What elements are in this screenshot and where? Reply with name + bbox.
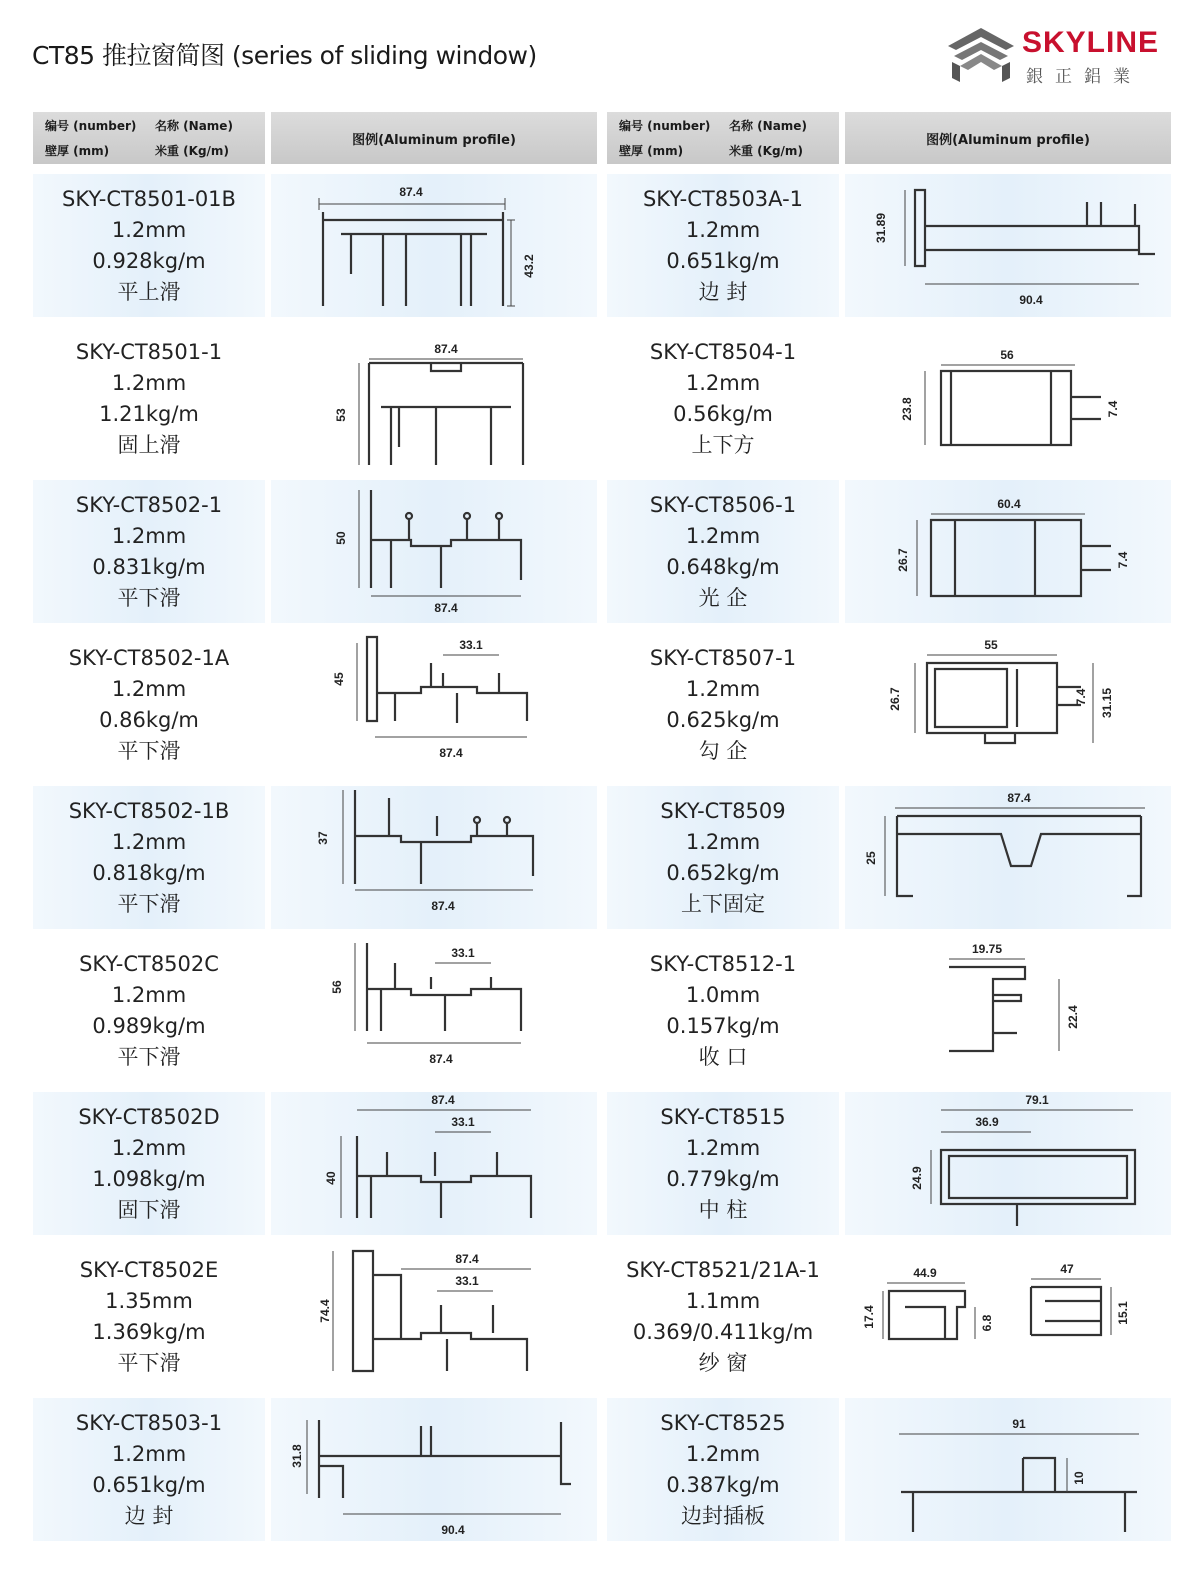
product-info: [33, 1398, 265, 1541]
product-name: 勾 企: [698, 738, 748, 763]
product-weight: 1.369kg/m: [92, 1319, 206, 1344]
profile-drawing: [845, 1398, 1171, 1541]
product-weight: 0.818kg/m: [92, 860, 206, 885]
product-weight: 1.098kg/m: [92, 1166, 206, 1191]
dimension-label: 6.8: [980, 1314, 994, 1332]
dimension-label: 60.4: [997, 497, 1021, 511]
profile-drawing: [845, 939, 1171, 1082]
product-code: SKY-CT8506-1: [649, 492, 797, 517]
product-thickness: 1.0mm: [685, 982, 761, 1007]
dimension-label: 44.9: [913, 1266, 937, 1280]
product-name: 边 封: [124, 1503, 174, 1528]
table-row: [607, 174, 1171, 317]
header-number: 编号 (number): [45, 119, 137, 133]
profile-figure: [271, 1245, 597, 1388]
product-thickness: 1.2mm: [685, 829, 761, 854]
dimension-label: 79.1: [1025, 1093, 1049, 1107]
product-weight: 0.831kg/m: [92, 554, 206, 579]
product-weight: 0.989kg/m: [92, 1013, 206, 1038]
dimension-label: 33.1: [451, 946, 475, 960]
product-weight: 0.369/0.411kg/m: [632, 1319, 814, 1344]
product-code: SKY-CT8503A-1: [642, 186, 804, 211]
profile-drawing: [271, 1092, 597, 1235]
profile-drawing: [845, 633, 1171, 776]
dimension-label: 53: [334, 408, 348, 422]
dimension-label: 7.4: [1116, 551, 1130, 569]
product-weight: 1.21kg/m: [99, 401, 199, 426]
profile-drawing: [845, 1245, 1171, 1388]
table-row: [33, 633, 597, 776]
product-thickness: 1.2mm: [685, 370, 761, 395]
header-number: 编号 (number): [619, 119, 711, 133]
dimension-label: 90.4: [1019, 293, 1043, 307]
page-title: CT85 推拉窗简图 (series of sliding window): [32, 41, 537, 70]
product-code: SKY-CT8515: [660, 1104, 786, 1129]
product-weight: 0.652kg/m: [666, 860, 780, 885]
header-figure: 图例(Aluminum profile): [845, 112, 1171, 164]
dimension-label: 87.4: [431, 1093, 455, 1107]
product-thickness: 1.2mm: [685, 1135, 761, 1160]
profile-figure: [845, 327, 1171, 470]
product-info: [33, 1092, 265, 1235]
table-row: [607, 1092, 1171, 1235]
dimension-label: 22.4: [1066, 1005, 1080, 1029]
dimension-label: 15.1: [1116, 1301, 1130, 1325]
dimension-label: 47: [1060, 1262, 1074, 1276]
profile-figure: [845, 1398, 1171, 1541]
product-thickness: 1.2mm: [685, 523, 761, 548]
profile-drawing: [271, 480, 597, 623]
product-thickness: 1.2mm: [111, 676, 187, 701]
profile-drawing: [845, 1092, 1171, 1235]
table-row: [607, 786, 1171, 929]
product-thickness: 1.2mm: [111, 1441, 187, 1466]
dimension-label: 87.4: [431, 899, 455, 913]
product-info: [607, 1398, 839, 1541]
dimension-label: 87.4: [439, 746, 463, 760]
product-thickness: 1.2mm: [685, 676, 761, 701]
product-info: [607, 480, 839, 623]
product-code: SKY-CT8502D: [78, 1104, 220, 1129]
product-info: [607, 786, 839, 929]
product-thickness: 1.1mm: [685, 1288, 761, 1313]
product-info: [33, 327, 265, 470]
table-row: [33, 327, 597, 470]
profile-drawing: [271, 786, 597, 929]
product-code: SKY-CT8507-1: [649, 645, 797, 670]
product-info: [607, 1245, 839, 1388]
profile-drawing: [271, 174, 597, 317]
dimension-label: 87.4: [429, 1052, 453, 1066]
product-name: 上下方: [691, 432, 755, 457]
profile-figure: [271, 939, 597, 1082]
product-info: [607, 939, 839, 1082]
product-name: 上下固定: [681, 891, 765, 916]
profile-figure: [271, 480, 597, 623]
product-name: 光 企: [698, 585, 748, 610]
profile-figure: [271, 327, 597, 470]
dimension-label: 26.7: [888, 687, 902, 711]
dimension-label: 40: [324, 1171, 338, 1185]
product-name: 边 封: [698, 279, 748, 304]
product-weight: 0.86kg/m: [99, 707, 199, 732]
product-name: 平上滑: [117, 279, 181, 304]
table-header: [607, 112, 1171, 164]
product-weight: 0.651kg/m: [666, 248, 780, 273]
product-info: [33, 786, 265, 929]
dimension-label: 87.4: [1007, 791, 1031, 805]
product-code: SKY-CT8502-1B: [68, 798, 230, 823]
dimension-label: 87.4: [455, 1252, 479, 1266]
product-name: 边封插板: [681, 1503, 765, 1528]
table-row: [33, 1245, 597, 1388]
product-info: [607, 327, 839, 470]
table-row: [33, 1092, 597, 1235]
product-thickness: 1.2mm: [111, 217, 187, 242]
product-code: SKY-CT8504-1: [649, 339, 797, 364]
dimension-label: 24.9: [910, 1166, 924, 1190]
dimension-label: 56: [1000, 348, 1014, 362]
dimension-label: 37: [316, 831, 330, 845]
product-weight: 0.651kg/m: [92, 1472, 206, 1497]
dimension-label: 43.2: [522, 254, 536, 278]
logo-mark-icon: [944, 24, 1018, 86]
product-info: [33, 1245, 265, 1388]
dimension-label: 19.75: [971, 942, 1003, 956]
profile-drawing: [845, 174, 1171, 317]
profile-figure: [271, 1092, 597, 1235]
product-name: 收 口: [698, 1044, 748, 1069]
profile-figure: [845, 786, 1171, 929]
table-row: [607, 1398, 1171, 1541]
table-row: [33, 1398, 597, 1541]
product-code: SKY-CT8521/21A-1: [626, 1257, 820, 1282]
product-code: SKY-CT8509: [660, 798, 786, 823]
product-weight: 0.157kg/m: [666, 1013, 780, 1038]
dimension-label: 87.4: [434, 342, 458, 356]
profile-figure: [271, 174, 597, 317]
product-thickness: 1.2mm: [111, 829, 187, 854]
product-name: 平下滑: [117, 891, 181, 916]
table-row: [33, 480, 597, 623]
dimension-label: 26.7: [896, 548, 910, 572]
product-thickness: 1.2mm: [111, 523, 187, 548]
dimension-label: 31.15: [1100, 687, 1114, 719]
brand-logo: [944, 24, 1164, 86]
product-name: 中 柱: [698, 1197, 748, 1222]
product-name: 平下滑: [117, 738, 181, 763]
product-thickness: 1.2mm: [111, 1135, 187, 1160]
table-row: [33, 174, 597, 317]
profile-figure: [845, 939, 1171, 1082]
dimension-label: 36.9: [975, 1115, 999, 1129]
product-thickness: 1.2mm: [685, 1441, 761, 1466]
product-weight: 0.56kg/m: [673, 401, 773, 426]
header-figure: 图例(Aluminum profile): [271, 112, 597, 164]
product-name: 平下滑: [117, 1350, 181, 1375]
product-code: SKY-CT8503-1: [75, 1410, 223, 1435]
product-weight: 0.648kg/m: [666, 554, 780, 579]
header-thickness: 壁厚 (mm): [619, 144, 684, 158]
profile-figure: [845, 174, 1171, 317]
product-code: SKY-CT8501-1: [75, 339, 223, 364]
dimension-label: 33.1: [455, 1274, 479, 1288]
table-row: [607, 939, 1171, 1082]
profile-drawing: [845, 327, 1171, 470]
profile-drawing: [845, 480, 1171, 623]
dimension-label: 31.89: [874, 212, 888, 244]
profile-figure: [845, 633, 1171, 776]
dimension-label: 25: [864, 851, 878, 865]
product-code: SKY-CT8525: [660, 1410, 786, 1435]
product-code: SKY-CT8512-1: [649, 951, 797, 976]
product-code: SKY-CT8501-01B: [62, 186, 236, 211]
product-thickness: 1.2mm: [111, 370, 187, 395]
dimension-label: 87.4: [399, 185, 423, 199]
dimension-label: 74.4: [318, 1299, 332, 1323]
product-info: [607, 1092, 839, 1235]
product-weight: 0.928kg/m: [92, 248, 206, 273]
dimension-label: 17.4: [862, 1305, 876, 1329]
product-info: [607, 633, 839, 776]
table-row: [33, 786, 597, 929]
product-name: 纱 窗: [698, 1350, 748, 1375]
dimension-label: 33.1: [451, 1115, 475, 1129]
profile-drawing: [845, 786, 1171, 929]
product-name: 固下滑: [117, 1197, 181, 1222]
table-row: [607, 480, 1171, 623]
product-thickness: 1.35mm: [105, 1288, 193, 1313]
product-weight: 0.779kg/m: [666, 1166, 780, 1191]
product-code: SKY-CT8502-1: [75, 492, 223, 517]
profile-figure: [271, 633, 597, 776]
dimension-label: 56: [330, 980, 344, 994]
dimension-label: 55: [984, 638, 998, 652]
product-name: 固上滑: [117, 432, 181, 457]
right-table: [607, 112, 1171, 1541]
dimension-label: 7.4: [1074, 688, 1088, 706]
table-header: [33, 112, 597, 164]
header-weight: 米重 (Kg/m): [155, 144, 229, 158]
dimension-label: 33.1: [459, 638, 483, 652]
logo-subtitle: 銀正鋁業: [1026, 67, 1142, 87]
header-name: 名称 (Name): [155, 119, 233, 133]
dimension-label: 23.8: [900, 397, 914, 421]
profile-figure: [845, 1245, 1171, 1388]
header-thickness: 壁厚 (mm): [45, 144, 110, 158]
product-info: [607, 174, 839, 317]
product-weight: 0.625kg/m: [666, 707, 780, 732]
product-name: 平下滑: [117, 1044, 181, 1069]
profile-figure: [845, 1092, 1171, 1235]
product-thickness: 1.2mm: [685, 217, 761, 242]
table-row: [33, 939, 597, 1082]
dimension-label: 10: [1072, 1471, 1086, 1485]
profile-drawing: [271, 1245, 597, 1388]
profile-drawing: [271, 327, 597, 470]
dimension-label: 7.4: [1106, 400, 1120, 418]
profile-figure: [845, 480, 1171, 623]
profile-drawing: [271, 1398, 597, 1541]
dimension-label: 45: [332, 672, 346, 686]
dimension-label: 87.4: [434, 601, 458, 615]
product-code: SKY-CT8502C: [79, 951, 219, 976]
left-table: [33, 112, 597, 1541]
product-name: 平下滑: [117, 585, 181, 610]
product-info: [33, 633, 265, 776]
dimension-label: 91: [1012, 1417, 1026, 1431]
product-code: SKY-CT8502E: [79, 1257, 219, 1282]
profile-drawing: [271, 633, 597, 776]
dimension-label: 31.8: [290, 1444, 304, 1468]
dimension-label: 90.4: [441, 1523, 465, 1537]
product-code: SKY-CT8502-1A: [68, 645, 230, 670]
table-row: [607, 1245, 1171, 1388]
profile-drawing: [271, 939, 597, 1082]
profile-figure: [271, 1398, 597, 1541]
dimension-label: 50: [334, 531, 348, 545]
profile-figure: [271, 786, 597, 929]
product-info: [33, 174, 265, 317]
header-name: 名称 (Name): [729, 119, 807, 133]
product-thickness: 1.2mm: [111, 982, 187, 1007]
table-row: [607, 633, 1171, 776]
product-weight: 0.387kg/m: [666, 1472, 780, 1497]
header-weight: 米重 (Kg/m): [729, 144, 803, 158]
product-info: [33, 939, 265, 1082]
logo-name: SKYLINE: [1022, 26, 1160, 59]
table-row: [607, 327, 1171, 470]
product-info: [33, 480, 265, 623]
